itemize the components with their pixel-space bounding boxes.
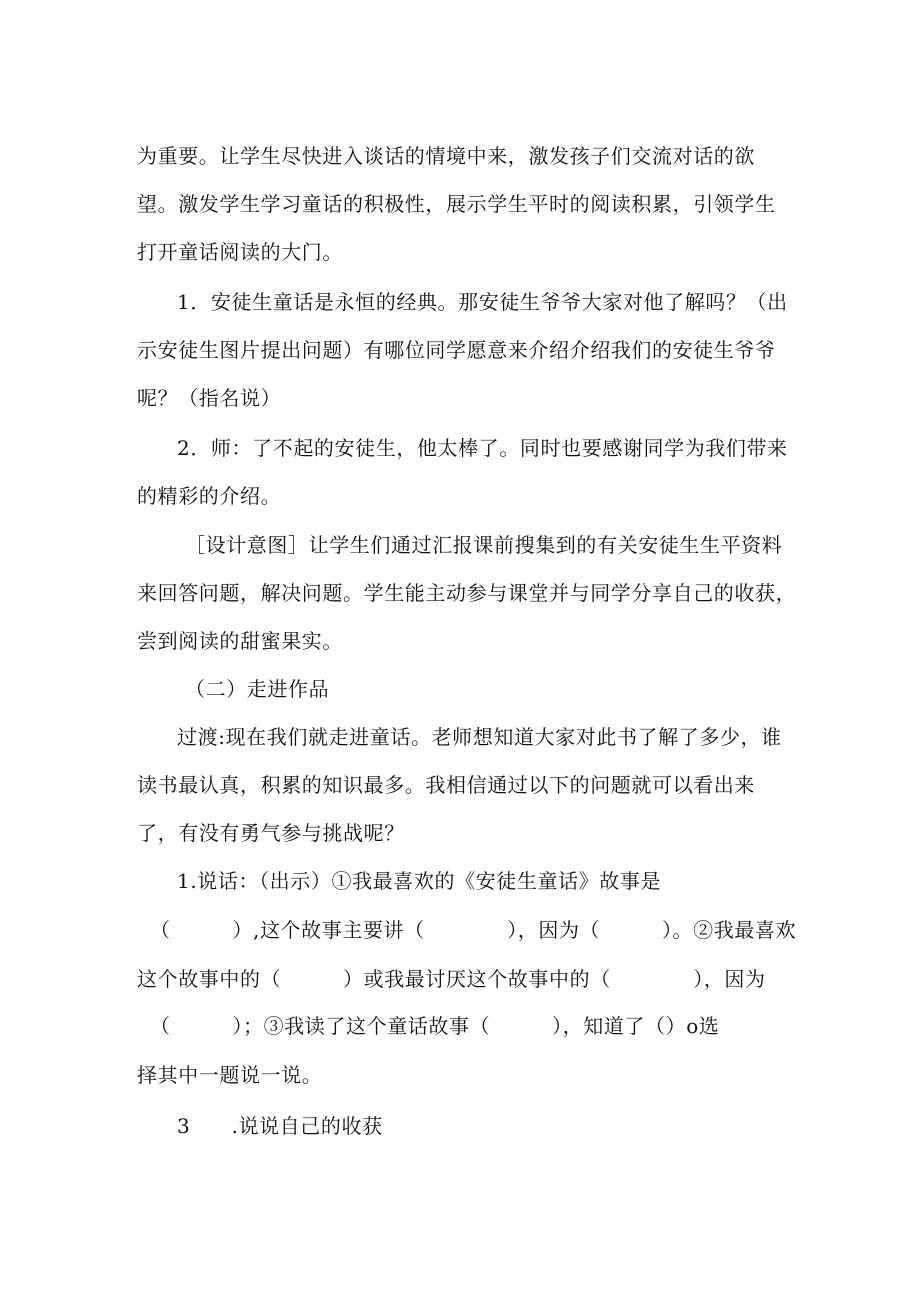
paragraph-line: 示安徒生图片提出问题）有哪位同学愿意来介绍介绍我们的安徒生爷爷 <box>137 338 776 362</box>
section-heading: （二）走进作品 <box>185 677 330 701</box>
paragraph-line: 的精彩的介绍。 <box>137 484 282 508</box>
fill-in-line: （ ）；③我读了这个童话故事（ ），知道了（）o选 <box>150 1014 720 1038</box>
paragraph-line: 呢？（指名说） <box>137 386 282 410</box>
paragraph-line: 过渡:现在我们就走进童话。老师想知道大家对此书了解了多少，谁 <box>177 725 782 749</box>
list-item-line: 1．安徒生童话是永恒的经典。那安徒生爷爷大家对他了解吗？（出 <box>177 290 788 314</box>
fill-in-line: （ ）,这个故事主要讲（ ），因为（ ）。②我最喜欢 <box>150 918 797 942</box>
paragraph-line: 打开童话阅读的大门。 <box>137 240 343 264</box>
paragraph-line: 了，有没有勇气参与挑战呢？ <box>137 821 405 845</box>
paragraph-line: 来回答问题，解决问题。学生能主动参与课堂并与同学分享自己的收获， <box>137 581 797 605</box>
design-intent-line: ［设计意图］让学生们通过汇报课前搜集到的有关安徒生生平资料 <box>185 533 783 557</box>
list-item-line: 2．师：了不起的安徒生，他太棒了。同时也要感谢同学为我们带来 <box>177 436 788 460</box>
paragraph-line: 为重要。让学生尽快进入谈话的情境中来，激发孩子们交流对话的欲 <box>137 144 755 168</box>
paragraph-line: 望。激发学生学习童话的积极性，展示学生平时的阅读积累，引领学生 <box>137 192 776 216</box>
paragraph-line: 读书最认真，积累的知识最多。我相信通过以下的问题就可以看出来 <box>137 773 755 797</box>
list-item-line: 3 .说说自己的收获 <box>177 1114 383 1138</box>
fill-in-line: 这个故事中的（ ）或我最讨厌这个故事中的（ ），因为 <box>137 967 766 991</box>
paragraph-line: 择其中一题说一说。 <box>137 1063 323 1087</box>
paragraph-line: 尝到阅读的甜蜜果实。 <box>137 629 343 653</box>
list-item-line: 1.说话：（出示）①我最喜欢的《安徒生童话》故事是 <box>177 869 662 893</box>
